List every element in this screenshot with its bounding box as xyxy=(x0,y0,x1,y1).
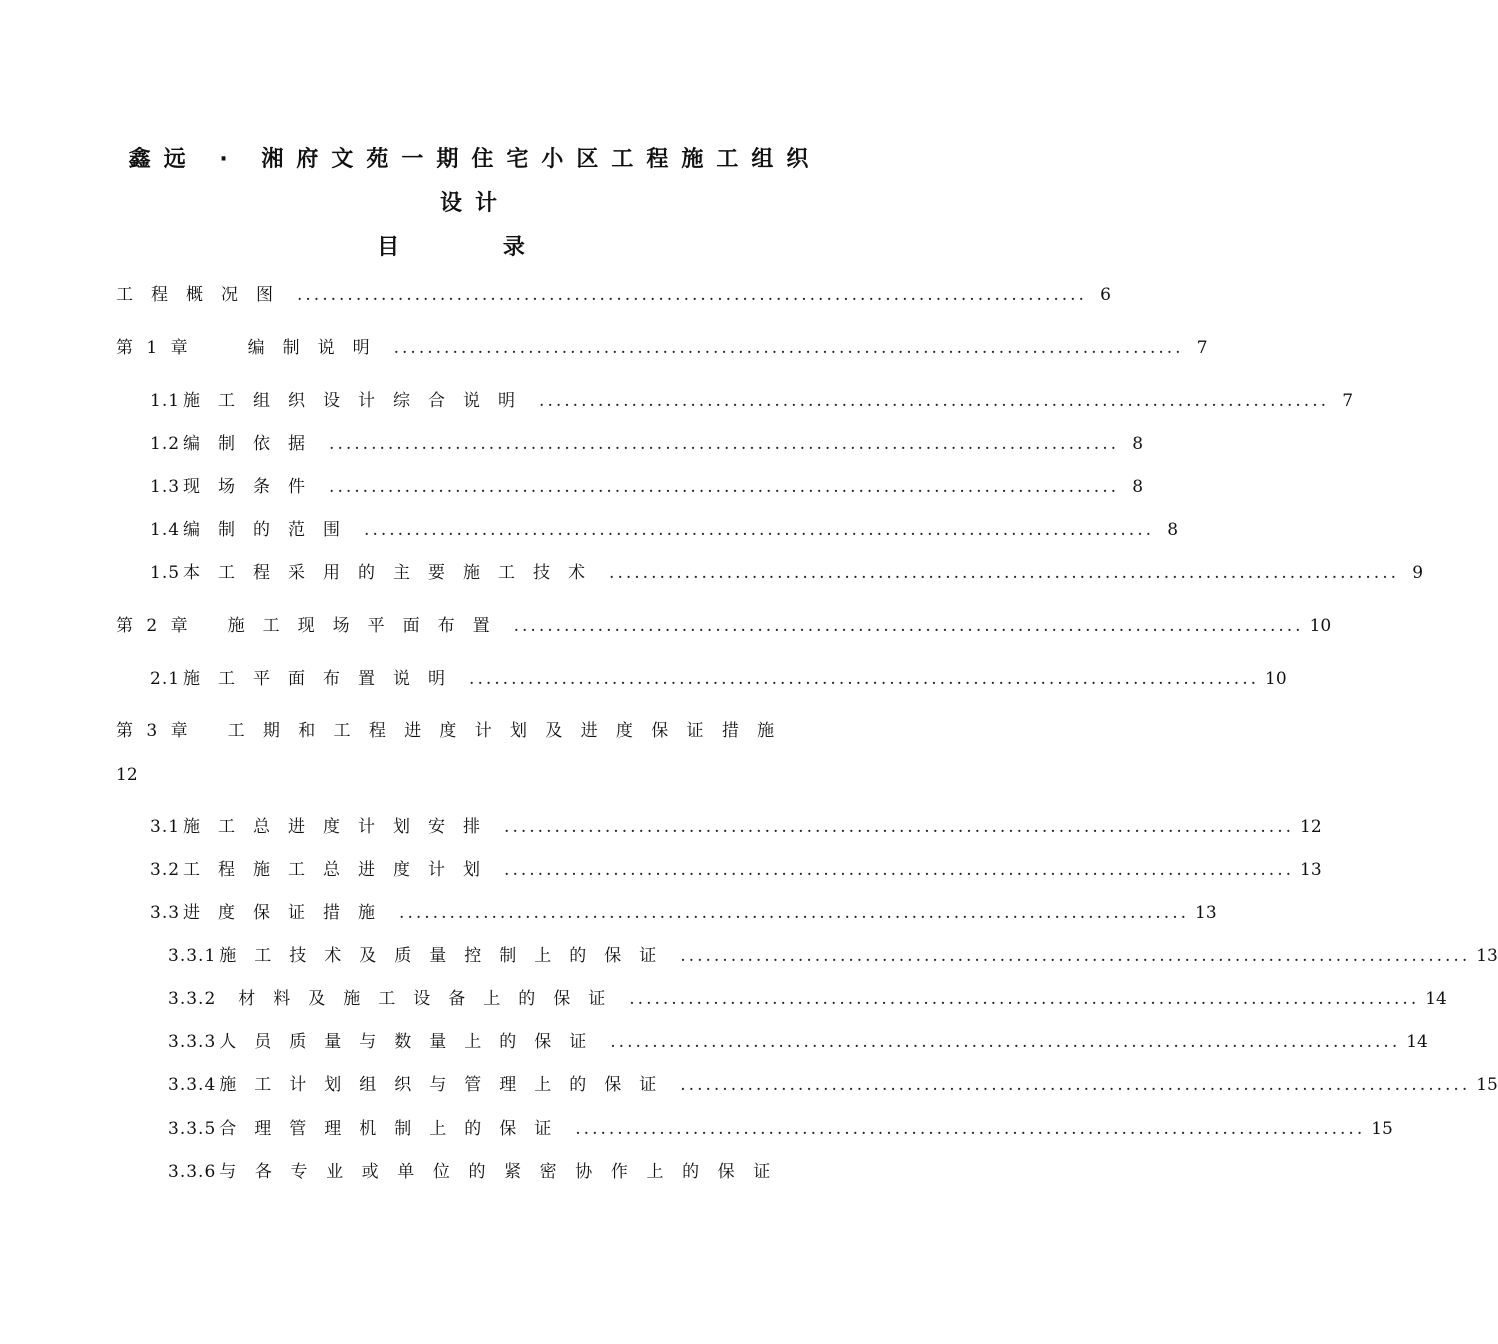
toc-entry-label: 施工现场平面布置 xyxy=(227,616,508,636)
toc-entry-number: 3.3.5 xyxy=(168,1119,217,1139)
toc-entry-number: 1.5 xyxy=(150,563,181,583)
toc-entry-page: 7 xyxy=(1196,338,1208,358)
toc-entry[interactable] xyxy=(116,719,816,743)
toc-entry-page: 14 xyxy=(1406,1032,1428,1052)
toc-entry-label: 材料及施工设备上的保证 xyxy=(238,989,624,1009)
toc-leader-dots: .............................................................................................. xyxy=(504,817,1295,837)
toc-entry-page: 13 xyxy=(1195,903,1217,923)
toc-entry-label: 施工平面布置说明 xyxy=(183,669,464,689)
toc-entry-number: 3.2 xyxy=(150,860,181,880)
toc-entry-number: 3.3.1 xyxy=(168,946,217,966)
toc-leader-dots: .............................................................................................. xyxy=(364,520,1155,540)
toc-entry-page: 6 xyxy=(1100,285,1111,305)
toc-entry-label: 编制的范围 xyxy=(183,520,359,540)
toc-entry-label: 合理管理机制上的保证 xyxy=(219,1119,570,1139)
toc-leader-dots: .............................................................................................. xyxy=(680,946,1471,966)
toc-leader-dots: .............................................................................................. xyxy=(393,338,1184,358)
toc-leader-dots: .............................................................................................. xyxy=(504,860,1295,880)
toc-entry[interactable] xyxy=(150,815,1322,839)
toc-leader-dots: .............................................................................................. xyxy=(680,1075,1471,1095)
toc-entry-label: 现场条件 xyxy=(183,477,324,497)
toc-entry-label: 编制说明 xyxy=(247,338,388,358)
toc-entry-page: 13 xyxy=(1476,946,1498,966)
toc-entry[interactable] xyxy=(150,858,1322,882)
toc-entry[interactable] xyxy=(150,389,1354,413)
toc-entry-label: 工程概况图 xyxy=(116,285,291,305)
toc-entry-page: 8 xyxy=(1132,434,1144,454)
toc-entry-label: 进度保证措施 xyxy=(183,903,394,923)
toc-heading: 目 录 xyxy=(377,235,573,260)
toc-entry-number: 3.3.2 xyxy=(168,989,217,1009)
toc-entry[interactable] xyxy=(168,1073,1498,1097)
toc-entry[interactable] xyxy=(150,901,1217,925)
toc-entry-label: 与各专业或单位的紧密协作上的保证 xyxy=(219,1162,789,1182)
toc-entry-page: 12 xyxy=(116,765,138,785)
toc-entry-number: 1.4 xyxy=(150,520,181,540)
toc-entry-page: 13 xyxy=(1300,860,1322,880)
toc-entry[interactable] xyxy=(150,518,1179,542)
toc-entry-page: 12 xyxy=(1300,817,1322,837)
toc-entry-label: 施工总进度计划安排 xyxy=(183,817,499,837)
toc-entry-label: 本工程采用的主要施工技术 xyxy=(183,563,604,583)
toc-entry-number: 1.3 xyxy=(150,477,181,497)
toc-leader-dots: .............................................................................................. xyxy=(297,285,1087,305)
toc-entry-page: 7 xyxy=(1342,391,1354,411)
toc-entry-number: 3.1 xyxy=(150,817,181,837)
toc-entry-page: 15 xyxy=(1476,1075,1498,1095)
toc-leader-dots: .............................................................................................. xyxy=(610,1032,1401,1052)
toc-entry-page: 15 xyxy=(1371,1119,1393,1139)
toc-entry[interactable] xyxy=(116,336,1208,360)
toc-entry[interactable] xyxy=(168,987,1447,1011)
toc-entry-number: 第 3 章 xyxy=(116,721,192,741)
toc-entry-page: 14 xyxy=(1425,989,1447,1009)
toc-entry-number: 第 2 章 xyxy=(116,616,192,636)
toc-entry-number: 1.1 xyxy=(150,391,181,411)
toc-entry[interactable] xyxy=(116,614,1332,638)
toc-leader-dots: .............................................................................................. xyxy=(609,563,1400,583)
toc-leader-dots: .............................................................................................. xyxy=(539,391,1330,411)
toc-leader-dots: .............................................................................................. xyxy=(513,616,1304,636)
toc-entry[interactable] xyxy=(150,561,1424,585)
toc-leader-dots: .............................................................................................. xyxy=(575,1119,1366,1139)
toc-entry-page: 10 xyxy=(1265,669,1287,689)
toc-entry-label: 工期和工程进度计划及进度保证措施 xyxy=(227,721,793,741)
toc-entry[interactable] xyxy=(168,1117,1393,1141)
toc-entry-label: 施工组织设计综合说明 xyxy=(183,391,534,411)
toc-leader-dots: .............................................................................................. xyxy=(329,434,1120,454)
toc-entry-number: 3.3.3 xyxy=(168,1032,217,1052)
toc-leader-dots: .............................................................................................. xyxy=(629,989,1420,1009)
toc-entry-page: 9 xyxy=(1412,563,1424,583)
toc-entry-label: 工程施工总进度计划 xyxy=(183,860,499,880)
toc-entry[interactable] xyxy=(168,1160,820,1184)
toc-entry-label: 施工技术及质量控制上的保证 xyxy=(219,946,675,966)
toc-leader-dots: .............................................................................................. xyxy=(399,903,1190,923)
toc-entry-label: 施工计划组织与管理上的保证 xyxy=(219,1075,675,1095)
toc-entry[interactable] xyxy=(168,1030,1428,1054)
toc-entry[interactable] xyxy=(168,944,1498,968)
toc-entry-page: 10 xyxy=(1309,616,1332,636)
toc-entry-page: 8 xyxy=(1167,520,1179,540)
toc-entry-number: 2.1 xyxy=(150,669,181,689)
document-title-line1: 鑫远 · 湘府文苑一期住宅小区工程施工组织 xyxy=(128,147,822,172)
toc-entry-label: 人员质量与数量上的保证 xyxy=(219,1032,605,1052)
toc-entry[interactable] xyxy=(150,475,1144,499)
toc-entry-number: 1.2 xyxy=(150,434,181,454)
toc-entry-label: 编制依据 xyxy=(183,434,324,454)
toc-leader-dots: .............................................................................................. xyxy=(329,477,1120,497)
toc-entry[interactable] xyxy=(150,432,1144,456)
toc-entry-number: 3.3.6 xyxy=(168,1162,217,1182)
toc-entry-number: 3.3.4 xyxy=(168,1075,217,1095)
toc-entry-number: 第 1 章 xyxy=(116,338,192,358)
toc-leader-dots: .............................................................................................. xyxy=(469,669,1260,689)
toc-entry-page: 8 xyxy=(1132,477,1144,497)
toc-entry[interactable] xyxy=(150,667,1287,691)
document-title-line2: 设计 xyxy=(439,191,510,216)
toc-entry-number: 3.3 xyxy=(150,903,181,923)
toc-entry[interactable] xyxy=(116,283,1111,307)
